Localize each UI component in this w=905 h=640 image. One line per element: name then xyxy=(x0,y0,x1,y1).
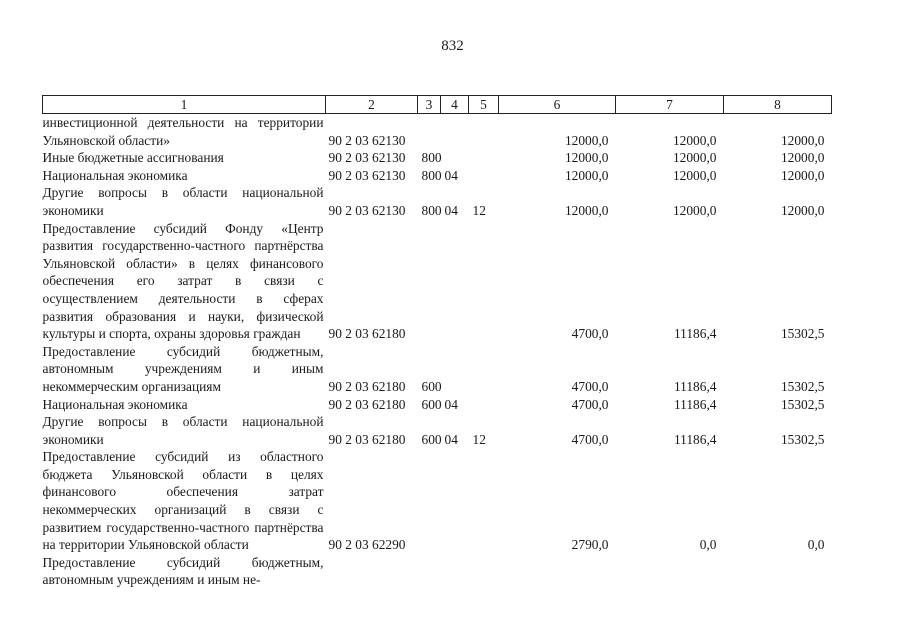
row-section: 04 xyxy=(444,202,458,218)
column-header: 8 xyxy=(724,96,832,114)
row-section xyxy=(441,554,469,589)
row-name: Предоставление субсидий бюджетным, автономным учреждениям и иным не- xyxy=(42,554,324,588)
row-amount-8: 12000,0 xyxy=(780,132,825,148)
row-section xyxy=(441,114,469,150)
row-name: Предоставление субсидий бюджетным, автономным учреждениям и иным некоммерческим организациям xyxy=(42,343,324,394)
row-amount-7: 12000,0 xyxy=(672,150,717,166)
row-amount-7: 11186,4 xyxy=(673,396,717,412)
table-row xyxy=(43,396,832,414)
row-amount-8: 12000,0 xyxy=(780,150,825,166)
row-code: 90 2 03 62290 xyxy=(328,537,406,553)
row-expense-type: 800 xyxy=(421,202,442,218)
row-amount-6: 4700,0 xyxy=(571,431,609,447)
row-code: 90 2 03 62130 xyxy=(328,132,406,148)
row-expense-type: 600 xyxy=(421,396,442,412)
row-expense-type xyxy=(418,220,441,343)
row-amount-8: 15302,5 xyxy=(780,396,825,412)
row-section: 04 xyxy=(444,167,458,183)
row-subsection xyxy=(469,220,499,343)
row-subsection xyxy=(469,167,499,185)
column-header: 4 xyxy=(441,96,469,114)
row-amount-6: 4700,0 xyxy=(571,396,609,412)
table-row xyxy=(43,149,832,167)
row-name: Национальная экономика xyxy=(42,396,188,412)
table-row xyxy=(43,167,832,185)
table-row xyxy=(43,220,832,343)
row-code: 90 2 03 62180 xyxy=(328,396,406,412)
table-row xyxy=(43,184,832,219)
row-amount-7: 11186,4 xyxy=(673,431,717,447)
table-body xyxy=(43,114,832,590)
column-header: 1 xyxy=(43,96,326,114)
row-subsection xyxy=(469,149,499,167)
row-amount-6: 12000,0 xyxy=(564,150,609,166)
row-amount-6: 12000,0 xyxy=(564,132,609,148)
row-expense-type xyxy=(418,554,441,589)
row-name: Предоставление субсидий из областного бюджета Ульяновской области в целях финансового обеспечения затрат некоммерческих организаций в связи с развитием государственно-частного партнёрства на территории Ульяновской области xyxy=(42,449,324,553)
table-row xyxy=(43,554,832,589)
row-name: Другие вопросы в области национальной экономики xyxy=(42,414,324,447)
column-header: 6 xyxy=(499,96,616,114)
table-row xyxy=(43,343,832,396)
row-code: 90 2 03 62130 xyxy=(328,202,406,218)
row-section xyxy=(441,149,469,167)
column-header: 7 xyxy=(616,96,724,114)
row-expense-type: 600 xyxy=(421,431,442,447)
row-amount-7 xyxy=(616,554,724,589)
row-name: Предоставление субсидий Фонду «Центр развития государственно-частного партнёрства Ульяновской области» в целях финансового обеспечения его затрат в связи с осуществлением деятельности в сферах развития образования и науки, физической культуры и спорта, охраны здоровья граждан xyxy=(42,220,324,342)
row-amount-7: 11186,4 xyxy=(673,378,717,394)
row-amount-8: 15302,5 xyxy=(780,378,825,394)
row-expense-type: 800 xyxy=(421,167,442,183)
row-code xyxy=(326,554,418,589)
row-expense-type: 600 xyxy=(421,378,442,394)
table-row xyxy=(43,413,832,448)
row-section xyxy=(441,448,469,554)
column-header: 5 xyxy=(469,96,499,114)
row-expense-type xyxy=(418,448,441,554)
row-amount-7: 12000,0 xyxy=(672,132,717,148)
table-row xyxy=(43,114,832,150)
row-name: Национальная экономика xyxy=(42,167,188,183)
row-amount-6: 4700,0 xyxy=(571,378,609,394)
row-code: 90 2 03 62180 xyxy=(328,326,406,342)
row-subsection xyxy=(469,448,499,554)
row-amount-7: 11186,4 xyxy=(673,326,717,342)
row-amount-8: 12000,0 xyxy=(780,167,825,183)
row-amount-8: 15302,5 xyxy=(780,431,825,447)
row-subsection xyxy=(469,554,499,589)
row-name: Другие вопросы в области национальной экономики xyxy=(42,185,324,218)
row-amount-6: 4700,0 xyxy=(571,326,609,342)
column-header: 2 xyxy=(326,96,418,114)
row-subsection xyxy=(469,114,499,150)
row-subsection: 12 xyxy=(472,431,486,447)
row-subsection: 12 xyxy=(472,202,486,218)
row-section: 04 xyxy=(444,396,458,412)
row-subsection xyxy=(469,343,499,396)
column-header: 3 xyxy=(418,96,441,114)
row-amount-7: 12000,0 xyxy=(672,167,717,183)
row-code: 90 2 03 62130 xyxy=(328,150,406,166)
row-name: Иные бюджетные ассигнования xyxy=(42,150,224,166)
row-code: 90 2 03 62180 xyxy=(328,431,406,447)
row-name: инвестиционной деятельности на территории Ульяновской области» xyxy=(42,115,324,148)
row-amount-7: 12000,0 xyxy=(672,202,717,218)
row-amount-8: 12000,0 xyxy=(780,202,825,218)
row-code: 90 2 03 62180 xyxy=(328,378,406,394)
row-section xyxy=(441,220,469,343)
row-section: 04 xyxy=(444,431,458,447)
row-expense-type xyxy=(418,114,441,150)
row-section xyxy=(441,343,469,396)
row-amount-8: 0,0 xyxy=(807,537,825,553)
row-amount-6 xyxy=(499,554,616,589)
row-amount-7: 0,0 xyxy=(699,537,717,553)
row-amount-6: 2790,0 xyxy=(571,537,609,553)
table-row xyxy=(43,448,832,554)
budget-table xyxy=(42,95,832,589)
table-header-row xyxy=(43,96,832,114)
row-expense-type: 800 xyxy=(421,150,442,166)
row-amount-6: 12000,0 xyxy=(564,202,609,218)
row-amount-8: 15302,5 xyxy=(780,326,825,342)
row-code: 90 2 03 62130 xyxy=(328,167,406,183)
row-amount-8 xyxy=(724,554,832,589)
page-number: 832 xyxy=(441,38,464,54)
row-subsection xyxy=(469,396,499,414)
row-amount-6: 12000,0 xyxy=(564,167,609,183)
